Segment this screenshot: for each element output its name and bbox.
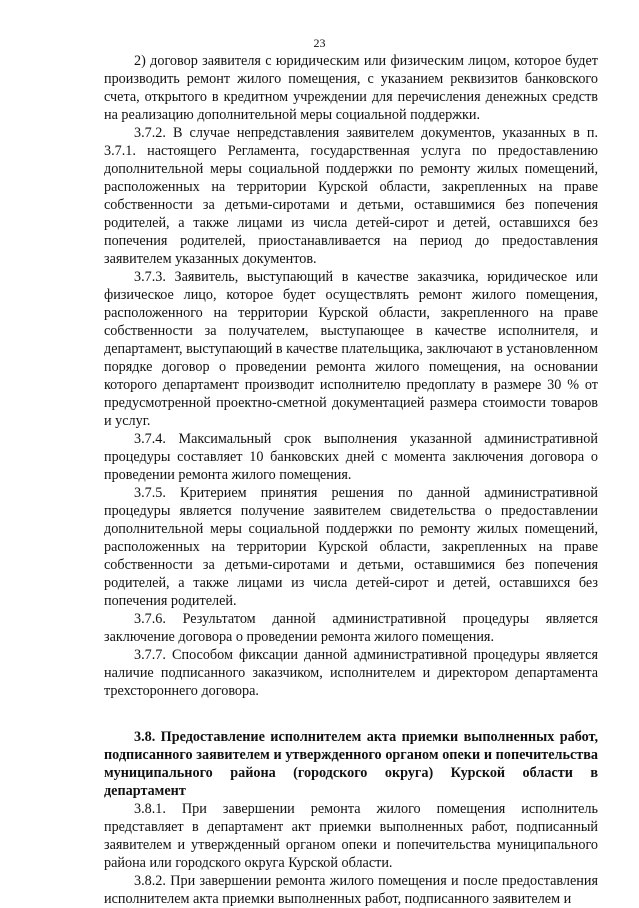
paragraph-3-7-6: 3.7.6. Результатом данной административной процедуры является заключение договора о проведении ремонта жилого помещения.	[104, 611, 598, 645]
section-heading-3-8: 3.8. Предоставление исполнителем акта приемки выполненных работ, подписанного заявителем и утвержденного органом опеки и попечительства муниципального района (городского округа) Курской области в департамент	[104, 729, 598, 799]
paragraph-3-7-2: 3.7.2. В случае непредставления заявителем документов, указанных в п. 3.7.1. настоящего Регламента, государственная услуга по предоставлению дополнительной меры социальной поддержки по ремонту жилых помещений, расположенных на территории Курской области, закрепленных на праве собственности за детьми-сиротами и детьми, оставшимися без попечения родителей, а также лицами из числа детей-сирот и детей, оставшихся без попечения родителей, приостанавливается на период до предоставления заявителем указанных документов.	[104, 125, 598, 267]
paragraph-3-8-2: 3.8.2. При завершении ремонта жилого помещения и после предоставления исполнителем акта приемки выполненных работ, подписанного заявителем и	[104, 873, 598, 907]
paragraph-2-contract: 2) договор заявителя с юридическим или физическим лицом, которое будет производить ремонт жилого помещения, с указанием реквизитов банковского счета, открытого в кредитном учреждении для перечисления денежных средств на реализацию дополнительной меры социальной поддержки.	[104, 53, 598, 123]
paragraph-3-7-7: 3.7.7. Способом фиксации данной административной процедуры является наличие подписанного заказчиком, исполнителем и директором департамента трехстороннего договора.	[104, 647, 598, 699]
page-number: 23	[313, 36, 326, 50]
paragraph-3-8-1: 3.8.1. При завершении ремонта жилого помещения исполнитель представляет в департамент акт приемки выполненных работ, подписанный заявителем и утвержденный органом опеки и попечительства муниципального района или городского округа Курской области.	[104, 801, 598, 871]
paragraph-3-7-5: 3.7.5. Критерием принятия решения по данной административной процедуры является получение заявителем свидетельства о предоставлении дополнительной меры социальной поддержки по ремонту жилых помещений, расположенных на территории Курской области, закрепленных на праве собственности за детьми-сиротами и детьми, оставшимися без попечения родителей, а также лицами из числа детей-сирот и детей, оставшихся без попечения родителей.	[104, 485, 598, 609]
paragraph-3-7-4: 3.7.4. Максимальный срок выполнения указанной административной процедуры составляет 10 банковских дней с момента заключения договора о проведении ремонта жилого помещения.	[104, 431, 598, 483]
page-content	[104, 52, 598, 908]
paragraph-3-7-3: 3.7.3. Заявитель, выступающий в качестве заказчика, юридическое или физическое лицо, которое будет осуществлять ремонт жилого помещения, расположенного на территории Курской области, закрепленного на праве собственности за получателем, выступающее в качестве исполнителя, и департамент, выступающий в качестве плательщика, заключают в установленном порядке договор о проведении ремонта жилого помещения, на основании которого департамент производит исполнителю предоплату в размере 30 % от предусмотренной проектно-сметной документацией размера стоимости товаров и услуг.	[104, 269, 598, 429]
